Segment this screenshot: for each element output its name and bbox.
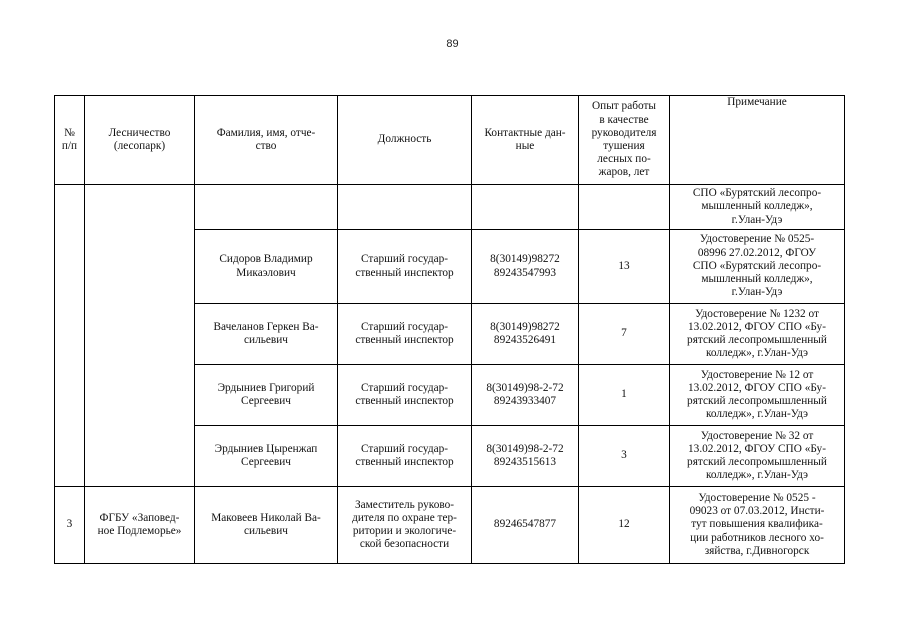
header-contacts: Контактные дан- ные — [472, 96, 579, 185]
cell-position: Старший государ- ственный инспектор — [338, 365, 472, 426]
page-number: 89 — [446, 38, 459, 50]
cell-contacts: 8(30149)98-2-72 89243933407 — [472, 365, 579, 426]
cell-note: СПО «Бурятский лесопро- мышленный колледж», г.Улан-Удэ — [670, 185, 845, 230]
cell-name: Вачеланов Геркен Ва- сильевич — [195, 304, 338, 365]
cell-position: Старший государ- ственный инспектор — [338, 426, 472, 487]
cell-experience: 12 — [579, 487, 670, 564]
table-row — [55, 185, 845, 230]
cell-experience: 13 — [579, 230, 670, 304]
cell-contacts — [472, 185, 579, 230]
cell-forestry: ФГБУ «Заповед- ное Подлеморье» — [85, 487, 195, 564]
cell-name — [195, 185, 338, 230]
cell-contacts: 8(30149)98272 89243547993 — [472, 230, 579, 304]
cell-name: Сидоров Владимир Микаэлович — [195, 230, 338, 304]
cell-position: Старший государ- ственный инспектор — [338, 230, 472, 304]
cell-number — [55, 185, 85, 487]
cell-note: Удостоверение № 1232 от 13.02.2012, ФГОУ СПО «Бу- рятский лесопромышленный колледж», г.Улан-Удэ — [670, 304, 845, 365]
cell-note: Удостоверение № 32 от 13.02.2012, ФГОУ СПО «Бу- рятский лесопромышленный колледж», г.Улан-Удэ — [670, 426, 845, 487]
header-number: № п/п — [55, 96, 85, 185]
table-row — [55, 487, 845, 564]
table-header-row — [55, 96, 845, 185]
cell-name: Эрдыниев Цыренжап Сергеевич — [195, 426, 338, 487]
header-position: Должность — [338, 96, 472, 185]
cell-name: Маковеев Николай Ва- сильевич — [195, 487, 338, 564]
cell-position: Заместитель руково- дителя по охране тер- ритории и экологиче- ской безопасности — [338, 487, 472, 564]
cell-note: Удостоверение № 0525- 08996 27.02.2012, ФГОУ СПО «Бурятский лесопро- мышленный колледж», г.Улан-Удэ — [670, 230, 845, 304]
cell-experience: 1 — [579, 365, 670, 426]
cell-name: Эрдыниев Григорий Сергеевич — [195, 365, 338, 426]
cell-position: Старший государ- ственный инспектор — [338, 304, 472, 365]
header-forestry: Лесничество (лесопарк) — [85, 96, 195, 185]
cell-contacts: 89246547877 — [472, 487, 579, 564]
header-experience: Опыт работы в качестве руководителя тушения лесных по- жаров, лет — [579, 96, 670, 185]
cell-position — [338, 185, 472, 230]
header-name: Фамилия, имя, отче- ство — [195, 96, 338, 185]
cell-number: 3 — [55, 487, 85, 564]
cell-contacts: 8(30149)98272 89243526491 — [472, 304, 579, 365]
cell-note: Удостоверение № 0525 - 09023 от 07.03.2012, Инсти- тут повышения квалифика- ции работников лесного хо- зяйства, г.Дивногорск — [670, 487, 845, 564]
fire-managers-table — [54, 95, 845, 564]
cell-forestry — [85, 185, 195, 487]
cell-note: Удостоверение № 12 от 13.02.2012, ФГОУ СПО «Бу- рятский лесопромышленный колледж», г.Улан-Удэ — [670, 365, 845, 426]
cell-contacts: 8(30149)98-2-72 89243515613 — [472, 426, 579, 487]
cell-experience: 7 — [579, 304, 670, 365]
cell-experience — [579, 185, 670, 230]
cell-experience: 3 — [579, 426, 670, 487]
header-note: Примечание — [670, 96, 845, 185]
